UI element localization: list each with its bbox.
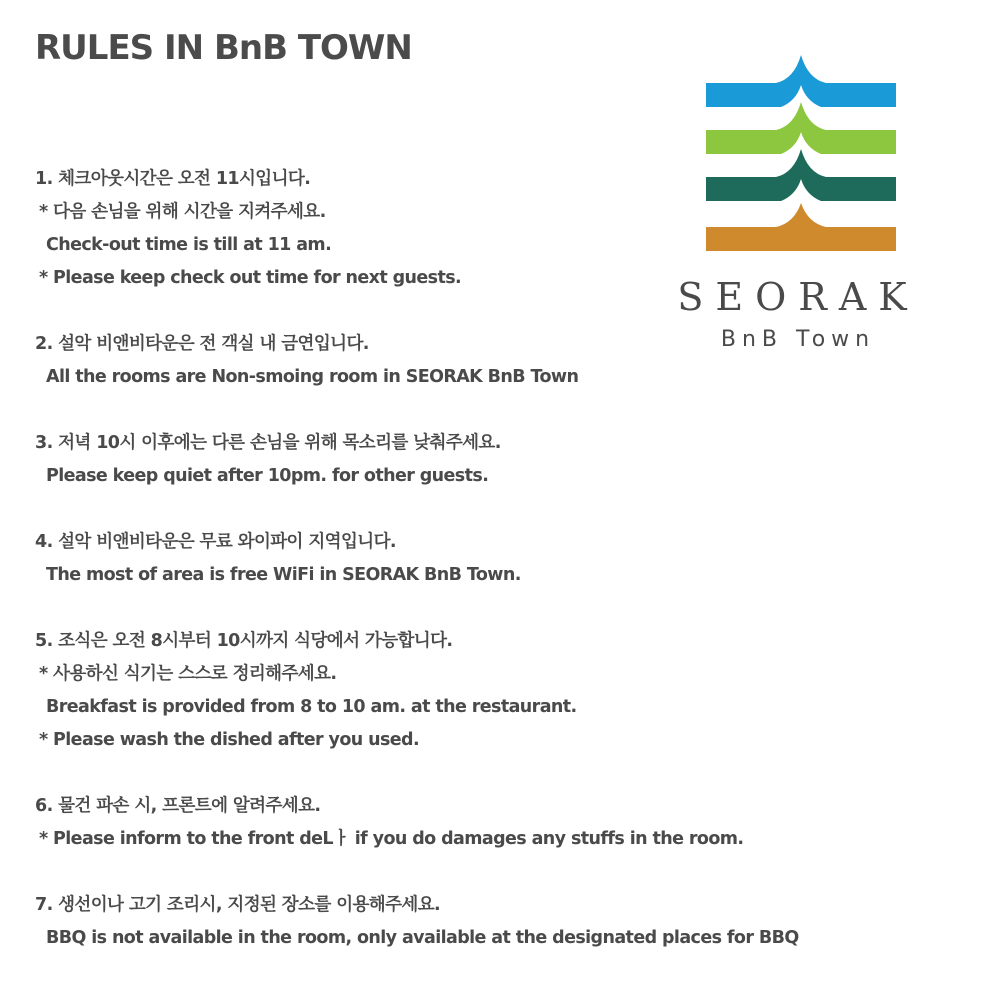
rule-heading: 4. 설악 비앤비타운은 무료 와이파이 지역입니다. [35,532,396,552]
rule-item [35,526,675,592]
seorak-logo [670,55,930,355]
rule-heading: 1. 체크아웃시간은 오전 11시입니다. [35,169,311,189]
rule-translation: Please keep quiet after 10pm. for other guests. [46,466,489,486]
rule-item [35,427,675,493]
rule-item [35,625,675,757]
rule-translation: Check-out time is till at 11 am. [46,235,332,255]
rule-heading: 3. 저녁 10시 이후에는 다른 손님을 위해 목소리를 낮춰주세요. [35,433,501,453]
rule-note: * Please inform to the front deLㅏ if you do damages any stuffs in the room. [39,829,744,849]
rule-translation: The most of area is free WiFi in SEORAK BnB Town. [46,565,521,585]
logo-name: SEORAK [677,275,919,319]
rule-item [35,889,799,955]
rule-item [35,790,744,856]
rule-heading: 5. 조식은 오전 8시부터 10시까지 식당에서 가능합니다. [35,631,453,651]
rule-item [35,163,675,295]
rule-item [35,328,675,394]
seorak-logo-mark-icon [706,55,896,255]
rule-note: * Please keep check out time for next guests. [39,268,462,288]
rule-translation: BBQ is not available in the room, only available at the designated places for BBQ [46,928,799,948]
rule-translation: Breakfast is provided from 8 to 10 am. at the restaurant. [46,697,577,717]
rules-list [35,163,799,988]
rule-heading: 7. 생선이나 고기 조리시, 지정된 장소를 이용해주세요. [35,895,441,915]
rule-heading: 2. 설악 비앤비타운은 전 객실 내 금연입니다. [35,334,369,354]
rule-heading: 6. 물건 파손 시, 프론트에 알려주세요. [35,796,321,816]
rule-note: * 사용하신 식기는 스스로 정리해주세요. [39,664,337,684]
rule-translation: All the rooms are Non-smoing room in SEORAK BnB Town [46,367,579,387]
logo-subtitle: BnB Town [720,327,876,352]
rule-note: * 다음 손님을 위해 시간을 지켜주세요. [39,202,326,222]
rule-note: * Please wash the dished after you used. [39,730,420,750]
page-title: RULES IN BnB TOWN [35,28,412,68]
